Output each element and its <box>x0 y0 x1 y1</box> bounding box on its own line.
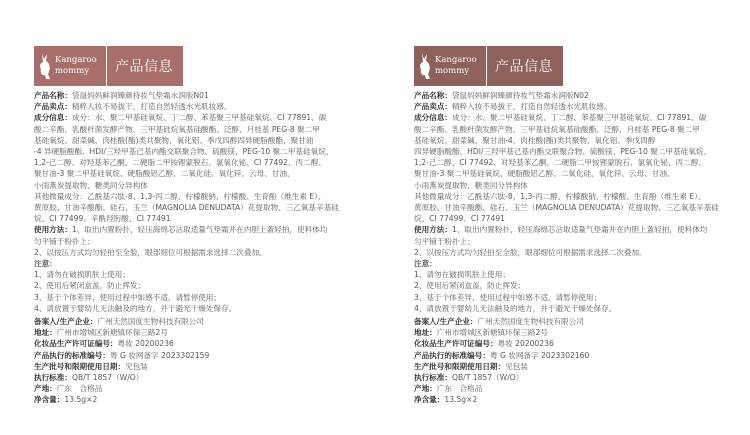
usage-block: 使用方法：1、取出内置粉扑，轻压海绵芯沾取适量气垫霜并在内胆上蓋轻拍，使料体均 匀平铺于粉扑上； 2、以按压方式均匀轻拍至全脸，眼部细位可根据需求选择二次叠加。 <box>34 225 328 257</box>
license-row: 化妆品生产许可证编号：粤妆 20200236 <box>414 339 554 349</box>
exec-standard-row: 执行标准：QB/T 1857（W/O） <box>34 373 144 383</box>
net-content-row: 净含量：13.5g×2 <box>414 395 478 405</box>
standard-row: 产品执行的标准编号：粤 G 妆网备字 2023302159 <box>34 350 210 360</box>
net-content-row: 净含量：13.5g×2 <box>34 395 98 405</box>
notes-block: 注意： 1、请勿在破损肌肤上使用； 2、使用后紧闭盒盖，防止挥发； 3、基于个体差异，使用过程中如感不适，请暂停使用； 4、请放置于婴幼儿无法触及的地方，并于避光干燥处保存。 <box>34 259 237 313</box>
panel-title: 产品信息 <box>487 46 563 86</box>
header-divider <box>106 53 107 79</box>
address-row: 地址：广州市增城区新塘镇环保三路2号 <box>34 328 168 338</box>
origin-row: 产地：广东 合格品 <box>34 384 103 394</box>
kangaroo-logo-icon <box>417 51 433 81</box>
usage-block: 使用方法：1、取出内置粉扑，轻压海绵芯沾取适量气垫霜并在内胆上蓋轻拍，使料体均 匀平铺于粉扑上； 2、以按压方式均匀轻拍至全脸，眼部细位可根据需求选择二次叠加。 <box>414 225 708 257</box>
product-name-row: 产品名称：袋鼠妈妈鲜润臻颜持妆气垫霜水润版N02 <box>414 91 589 100</box>
ingredients-block: 成分信息：成分：水、聚二甲基硅氧烷、丁二醇、苯基聚三甲基硅氧烷、CI 77891、碳 酸二辛酯、乳酸杆菌发酵产物、三甲基硅烷氧基硅酸酯、泛醇、月桂基 PEG-8 聚二甲 基硅氧烷、甜菜碱、聚甘油-4、肉桂酸(酯)类共聚物、氧化铝、季戊四醇 四异硬脂酸酯、HDI/三羟甲基己基内酯交联聚合物、硫酸镁、PEG-10 聚二甲基硅氧烷、 1,2-己二醇、CI 77492、对羟基苯乙酮、二硬脂二甲铵锂蒙脱石、氯氧化铋、丙二醇、 聚甘油-3 聚二甲基硅氧烷、硬脂酸铝乙醇、二氧化硅、氧化锌、云母、甘油、 小雨燕炭提取物、糖类同分异构体 <box>414 113 712 190</box>
standard-row: 产品执行的标准编号：粤 G 妆网备字 2023302160 <box>414 350 590 360</box>
batch-row: 生产批号和限期使用日期：见包装 <box>414 361 528 371</box>
notes-block: 注意： 1、请勿在破损肌肤上使用； 2、使用后紧闭盒盖，防止挥发； 3、基于个体差异，使用过程中如感不适，请暂停使用； 4、请放置于婴幼儿无法触及的地方，并于避光干燥处保存。 <box>414 259 617 313</box>
selling-point-row: 产品卖点：精粹入妆不易拔干，打造自然轻透水光肌妆感。 <box>414 102 612 112</box>
info-body <box>414 90 736 406</box>
info-body <box>34 90 356 406</box>
logo-text-line1: Kangaroo <box>55 55 97 65</box>
logo-text-line2: mommy <box>435 66 470 76</box>
selling-point-row: 产品卖点：精粹入妆不易拔干，打造自然轻透水光肌妆感。 <box>34 102 232 112</box>
filer-row: 备案人/生产企业：广州天然国度生物科技有限公司 <box>414 317 584 327</box>
panel-header <box>414 46 563 86</box>
product-info-panel-n02 <box>380 0 750 435</box>
kangaroo-logo-icon <box>37 51 53 81</box>
other-ingredients-block: 其他微量成分：乙酰基六肽-8、1,3-丙二醇、柠檬酸钠、柠檬酸、生育酚（维生素 E）、 黄原胶、甘油辛酸酯、硅石、玉兰（MAGNOLIA DENUDATA）花提取物、三乙氧基辛基硅 烷、CI 77499、CI 77491 <box>414 191 719 224</box>
product-name-row: 产品名称：袋鼠妈妈鲜润臻颜持妆气垫霜水润版N01 <box>34 91 209 100</box>
origin-row: 产地：广东 合格品 <box>414 384 483 394</box>
brand-logo <box>34 46 106 86</box>
address-row: 地址：广州市增城区新塘镇环保三路2号 <box>414 328 548 338</box>
logo-text-line2: mommy <box>55 66 90 76</box>
product-info-panel-n01 <box>0 0 370 435</box>
batch-row: 生产批号和限期使用日期：见包装 <box>34 361 148 371</box>
header-divider <box>486 53 487 79</box>
logo-text-line1: Kangaroo <box>435 55 477 65</box>
brand-logo <box>414 46 486 86</box>
filer-row: 备案人/生产企业：广州天然国度生物科技有限公司 <box>34 317 204 327</box>
license-row: 化妆品生产许可证编号：粤妆 20200236 <box>34 339 174 349</box>
panel-title: 产品信息 <box>107 46 183 86</box>
exec-standard-row: 执行标准：QB/T 1857（W/O） <box>414 373 524 383</box>
panel-header <box>34 46 183 86</box>
ingredients-block: 成分信息：成分：水、聚二甲基硅氧烷、丁二醇、苯基聚三甲基硅氧烷、CI 77891、碳 酸二辛酯、乳酸杆菌发酵产物、三甲基硅烷氧基硅酸酯、泛醇、月桂基 PEG-8 聚二甲 基硅氧烷、甜菜碱、肉桂酸(酯)类共聚物、氧化铝、季戊四醇四异硬脂酸酯、聚甘油 -4 异硬脂酸酯、HDI/三羟甲基己基内酯交联聚合物、硫酸镁、PEG-10 聚二甲基硅氧烷、 1,2-己二醇、对羟基苯乙酮、二硬脂二甲铵锂蒙脱石、氯氧化铋、CI 77492、丙二醇、 聚甘油-3 聚二甲基硅氧烷、硬脂酸铝乙醇、二氧化硅、氧化锌、云母、甘油、 小雨燕炭提取物、糖类同分异构体 <box>34 113 334 190</box>
other-ingredients-block: 其他微量成分：乙酰基六肽-8、1,3-丙二醇、柠檬酸钠、柠檬酸、生育酚（维生素 E）、 黄原胶、甘油辛酸酯、硅石、玉兰（MAGNOLIA DENUDATA）花提取物、三乙氧基辛基硅 烷、CI 77499、辛酰羟肟酸、CI 77491 <box>34 191 339 224</box>
